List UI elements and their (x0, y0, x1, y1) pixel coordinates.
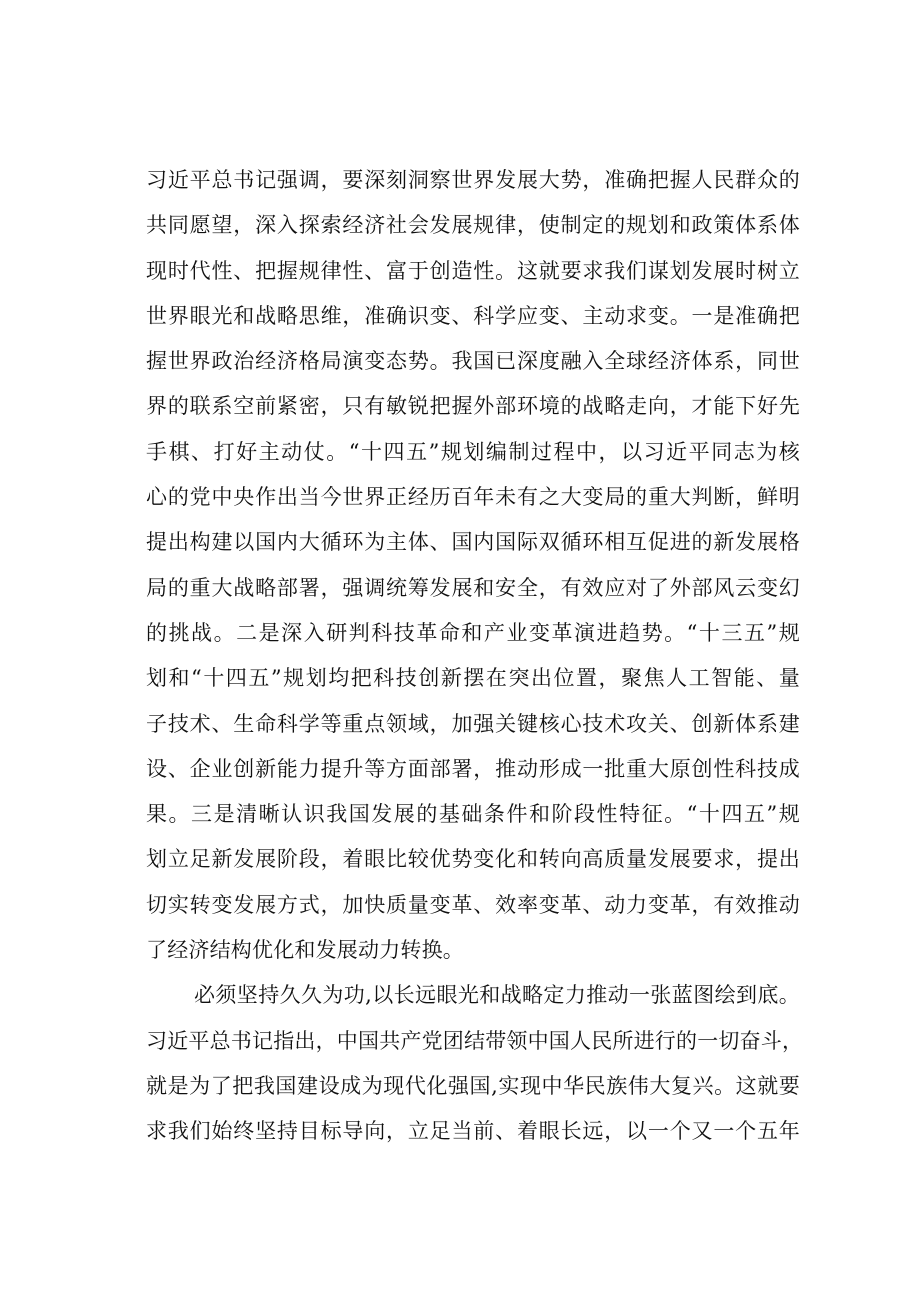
text-line: 习近平总书记指出，中国共产党团结带领中国人民所进行的一切奋斗， (146, 1028, 804, 1053)
body-text (146, 158, 804, 1155)
text-line: 就是为了把我国建设成为现代化强国,实现中华民族伟大复兴。这就要 (146, 1073, 800, 1098)
text-line: 共同愿望，深入探索经济社会发展规律，使制定的规划和政策体系体 (146, 213, 800, 238)
text-line: 现时代性、把握规律性、富于创造性。这就要求我们谋划发展时树立 (146, 258, 800, 283)
text-line: 切实转变发展方式，加快质量变革、效率变革、动力变革，有效推动 (146, 892, 800, 917)
text-line: 了经济结构优化和发展动力转换。 (146, 938, 464, 963)
text-line: 求我们始终坚持目标导向，立足当前、着眼长远，以一个又一个五年 (146, 1119, 800, 1144)
text-line: 提出构建以国内大循环为主体、国内国际双循环相互促进的新发展格 (146, 530, 800, 555)
text-line: 划和“十四五”规划均把科技创新摆在突出位置，聚焦人工智能、量 (146, 666, 800, 691)
text-line: 果。三是清晰认识我国发展的基础条件和阶段性特征。“十四五”规 (146, 802, 800, 827)
text-line: 习近平总书记强调，要深刻洞察世界发展大势，准确把握人民群众的 (146, 168, 800, 192)
text-line: 手棋、打好主动仗。“十四五”规划编制过程中，以习近平同志为核 (146, 439, 800, 464)
text-line: 握世界政治经济格局演变态势。我国已深度融入全球经济体系，同世 (146, 349, 800, 374)
text-line: 局的重大战略部署，强调统筹发展和安全，有效应对了外部风云变幻 (146, 575, 800, 600)
text-line: 划立足新发展阶段，着眼比较优势变化和转向高质量发展要求，提出 (146, 847, 800, 872)
paragraph-1 (146, 158, 800, 973)
paragraph-2 (146, 973, 804, 1154)
text-line: 设、企业创新能力提升等方面部署，推动形成一批重大原创性科技成 (146, 756, 800, 781)
text-line: 界的联系空前紧密，只有敏锐把握外部环境的战略走向，才能下好先 (146, 394, 800, 419)
text-line: 的挑战。二是深入研判科技革命和产业变革演进趋势。“十三五”规 (146, 620, 800, 645)
text-line: 心的党中央作出当今世界正经历百年未有之大变局的重大判断，鲜明 (146, 485, 800, 510)
text-line: 子技术、生命科学等重点领域，加强关键核心技术攻关、创新体系建 (146, 711, 800, 736)
text-line: 世界眼光和战略思维，准确识变、科学应变、主动求变。一是准确把 (146, 303, 800, 328)
text-line: 必须坚持久久为功,以长远眼光和战略定力推动一张蓝图绘到底。 (194, 983, 800, 1008)
